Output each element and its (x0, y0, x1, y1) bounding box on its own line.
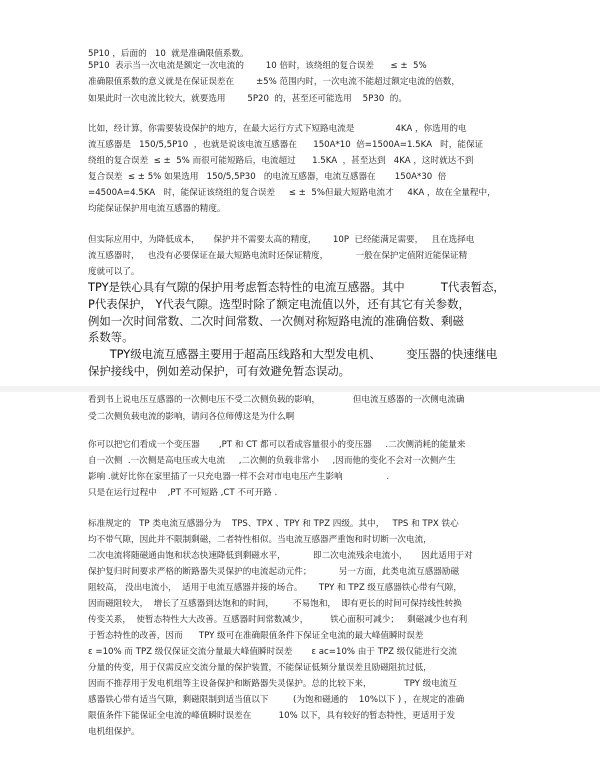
text-line: 标准规定的 TP 类电流互感器分为 TPS、TPX 、TPY 和 TPZ 四级。其中， TPS 和 TPX 铁心 (88, 519, 459, 529)
text-line: 阻较高， 没出电流小， 适用于电流互感器并接的场合。 TPY 和 TPZ 级互感器铁心带有气隙， (88, 583, 462, 593)
text-line: 电机组保护。 (88, 727, 140, 737)
text-line: 感器铁心带有适当气隙，剩磁限制到适当值以下 (为饱和磁通的 10%以下 ) ，在规定的准确 (88, 695, 465, 705)
text-line: 影响 .就好比你在家里插了一只充电器一样不会对市电电压产生影响 . (88, 472, 390, 482)
text-line: 因而不推荐用于发电机组等主设备保护和断路器失灵保护。总的比较下来， TPY 级电流互 (88, 679, 457, 689)
text-line: 均不带气隙，因此并不限制剩磁，二者特性相似。当电流互感器严重饱和时切断一次电流， (88, 535, 432, 545)
large-text-line: 保护接线中，例如差动保护，可有效避免暂态误动。 (88, 364, 350, 378)
large-text-line: TPY级电流互感器主要用于超高压线路和大型发电机、 变压器的快速继电 (88, 347, 498, 361)
text-line: 传变关系， 使暂态特性大大改善。互感器时间常数减少， 铁心面积可减少； 剩磁减少也有利 (88, 615, 468, 625)
text-line: 但实际应用中，为降低成本， 保护并不需要太高的精度， 10P 已经能满足需要， 且在选择电 (88, 235, 475, 245)
text-line: 5P10 表示当一次电流是额定一次电流的 10 倍时，该绕组的复合误差 ≤ ± 5% (88, 61, 427, 71)
text-line: 分量的传变，用于仅需反应交流分量的保护装置，不能保证低频分量误差且励磁阻抗过低， (88, 663, 432, 673)
text-line: 二次电流将随磁通由饱和状态快速降低到剩磁水平， 即二次电流残余电流小， 因此适用于对 (88, 551, 473, 561)
text-line: 于暂态特性的改善，因而 TPY 级可在准确限值条件下保证全电流的最大峰值瞬时误差 (88, 631, 424, 641)
large-text-line: 系数等。 (88, 330, 134, 344)
text-line: 流互感器是 150/5,5P10 ，也就是说该电流互感器在 150A*10 倍=1500A=1.5KA 时，能保证 (88, 140, 484, 150)
text-line: 度就可以了。 (88, 267, 140, 277)
text-line: 保护复归时间要求严格的断路器失灵保护的电流起动元件； 另一方面，此类电流互感器励磁 (88, 567, 460, 577)
text-line: ε =10% 而 TPZ 级仅保证交流分量最大峰值瞬时误差 ε ac=10% 由于 TPZ 级仅能进行交流 (88, 647, 457, 657)
text-line: =4500A=4.5KA 时，能保证该绕组的复合误差 ≤ ± 5%但最大短路电流才 4KA ，故在全量程中， (88, 188, 496, 198)
text-line: 绕组的复合误差 ≤ ± 5% 而很可能短路后，电流超过 1.5KA ，甚至达到 4KA ，这时就达不到 (88, 156, 474, 166)
text-line: 准确限值系数的意义就是在保证误差在 ±5% 范围内时，一次电流不能超过额定电流的倍数， (88, 77, 460, 87)
text-line: 限值条件下能保证全电流的峰值瞬时误差在 10% 以下，具有较好的暂态特性，更适用于发 (88, 711, 456, 721)
text-line: 看到书上说电压互感器的一次侧电压不受二次侧负载的影响， 但电流互感器的一次侧电流确 (88, 395, 465, 405)
text-line: 流互感器时， 也没有必要保证在最大短路电流时还保证精度， 一般在保护定值附近能保证精 (88, 251, 468, 261)
large-text-line: P代表保护， Y代表气隙。选型时除了额定电流值以外，还有其它有关参数， (88, 297, 470, 311)
text-line: 复合误差 ≤ ± 5% 如果选用 150/5,5P30 的电流互感器，电流互感器在 150A*30 倍 (88, 172, 447, 182)
page-2 (0, 392, 600, 768)
text-line: 受二次侧负载电流的影响，请问各位师傅这是为什么啊 (88, 412, 295, 422)
text-line: 因而磁阻较大， 增长了互感器到达饱和的时间， 不易饱和， 即有更长的时间可保持线性转换 (88, 599, 462, 609)
text-line: 比如，经计算，你需要装设保护的地方，在最大运行方式下短路电流是 4KA ，你选用的电 (88, 124, 467, 134)
text-line: 5P10 ，后面的 10 就是准确限值系数。 (88, 49, 249, 59)
text-line: 你可以把它们看成一个变压器 ,PT 和 CT 都可以看成容量很小的变压器 .二次侧消耗的能量来 (88, 440, 466, 450)
text-line: 均能保证保护用电流互感器的精度。 (88, 204, 226, 214)
text-line: 只是在运行过程中 ,PT 不可短路 ,CT 不可开路 . (88, 488, 278, 498)
large-text-line: 例如一次时间常数、二次时间常数、一次侧对称短路电流的准确倍数、剩磁 (88, 314, 464, 328)
large-text-line: TPY是铁心具有气隙的保护用考虑暂态特性的电流互感器。其中 T代表暂态， (88, 280, 505, 294)
text-line: 如果此时一次电流比较大，就要选用 5P20 的，甚至还可能选用 5P30 的。 (88, 94, 407, 104)
text-line: 自一次侧 .一次侧是高电压或大电流 ,二次侧的负载非常小 ,因而他的变化不会对一次侧产生 (88, 456, 456, 466)
